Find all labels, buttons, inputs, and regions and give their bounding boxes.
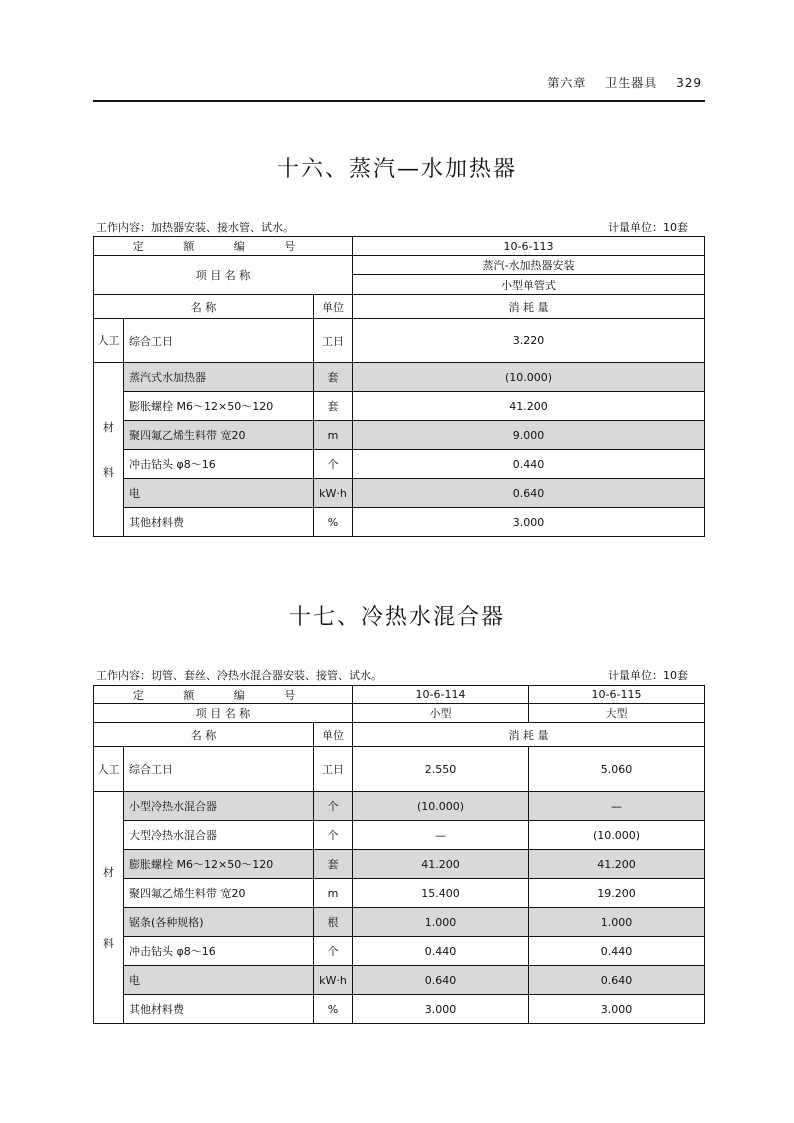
item-name-2: 大型 xyxy=(529,704,705,723)
row-name: 大型冷热水混合器 xyxy=(124,821,314,850)
item-name: 蒸汽-水加热器安装 xyxy=(353,256,705,275)
category-material xyxy=(94,792,124,1024)
header-item-label: 项 目 名 称 xyxy=(94,704,353,723)
page-header xyxy=(533,74,702,91)
category-labor: 人工 xyxy=(94,747,124,792)
row-unit: 个 xyxy=(314,450,353,479)
row-value: 41.200 xyxy=(353,392,705,421)
header-name: 名 称 xyxy=(94,723,314,747)
measure-unit: 计量单位：10套 xyxy=(608,221,688,234)
quota-table-17 xyxy=(93,685,705,1024)
work-content: 工作内容：加热器安装、接水管、试水。 xyxy=(96,221,294,234)
section-17-meta xyxy=(96,667,706,683)
quota-code: 10-6-113 xyxy=(353,237,705,256)
header-consumption: 消 耗 量 xyxy=(353,295,705,319)
row-unit: 个 xyxy=(314,792,353,821)
row-value-1: 0.440 xyxy=(353,937,529,966)
header-unit: 单位 xyxy=(314,295,353,319)
row-value: 9.000 xyxy=(353,421,705,450)
item-name-1: 小型 xyxy=(353,704,529,723)
header-name: 名 称 xyxy=(94,295,314,319)
row-name: 膨胀螺栓 M6～12×50～120 xyxy=(124,392,314,421)
row-unit: % xyxy=(314,995,353,1024)
row-value-1: 15.400 xyxy=(353,879,529,908)
row-name: 小型冷热水混合器 xyxy=(124,792,314,821)
row-name: 综合工日 xyxy=(124,747,314,792)
row-value-1: — xyxy=(353,821,529,850)
row-unit: m xyxy=(314,421,353,450)
row-unit: 工日 xyxy=(314,319,353,363)
row-name: 聚四氟乙烯生料带 宽20 xyxy=(124,879,314,908)
category-material-1: 材 xyxy=(103,865,114,879)
row-unit: kW·h xyxy=(314,966,353,995)
section-17-title: 十七、冷热水混合器 xyxy=(288,605,505,630)
quota-code-1: 10-6-114 xyxy=(353,686,529,704)
row-value-1: 41.200 xyxy=(353,850,529,879)
row-name: 其他材料费 xyxy=(124,995,314,1024)
category-labor: 人工 xyxy=(94,319,124,363)
row-name: 聚四氟乙烯生料带 宽20 xyxy=(124,421,314,450)
category-material-2: 料 xyxy=(103,936,114,950)
row-value-2: — xyxy=(529,792,705,821)
section-16-title: 十六、蒸汽—水加热器 xyxy=(276,157,517,182)
header-code-label: 定 额 编 号 xyxy=(94,237,353,256)
category-material xyxy=(94,363,124,537)
section-16-meta xyxy=(96,219,706,235)
header-rule xyxy=(93,100,705,102)
row-name: 电 xyxy=(124,966,314,995)
row-value-1: 0.640 xyxy=(353,966,529,995)
row-name: 膨胀螺栓 M6～12×50～120 xyxy=(124,850,314,879)
row-value-2: 3.000 xyxy=(529,995,705,1024)
row-unit: 个 xyxy=(314,937,353,966)
row-unit: kW·h xyxy=(314,479,353,508)
row-value: (10.000) xyxy=(353,363,705,392)
row-value: 0.440 xyxy=(353,450,705,479)
row-name: 蒸汽式水加热器 xyxy=(124,363,314,392)
quota-code-2: 10-6-115 xyxy=(529,686,705,704)
row-value-2: 0.640 xyxy=(529,966,705,995)
header-unit: 单位 xyxy=(314,723,353,747)
row-unit: 根 xyxy=(314,908,353,937)
header-code-label: 定 额 编 号 xyxy=(94,686,353,704)
row-name: 锯条(各种规格) xyxy=(124,908,314,937)
row-value-1: 3.000 xyxy=(353,995,529,1024)
row-unit: m xyxy=(314,879,353,908)
row-unit: 工日 xyxy=(314,747,353,792)
row-name: 综合工日 xyxy=(124,319,314,363)
quota-table-16 xyxy=(93,236,705,537)
row-unit: 套 xyxy=(314,850,353,879)
row-name: 冲击钻头 φ8～16 xyxy=(124,450,314,479)
chapter-label: 第六章 xyxy=(547,76,587,90)
row-unit: 套 xyxy=(314,392,353,421)
row-value-2: 0.440 xyxy=(529,937,705,966)
section-label: 卫生器具 xyxy=(605,76,658,90)
page-number: 329 xyxy=(676,76,702,90)
row-value-2: 19.200 xyxy=(529,879,705,908)
row-value-1: 1.000 xyxy=(353,908,529,937)
item-sub: 小型单管式 xyxy=(353,275,705,295)
row-value-2: 41.200 xyxy=(529,850,705,879)
row-unit: % xyxy=(314,508,353,537)
header-item-label: 项 目 名 称 xyxy=(94,256,353,295)
row-value: 0.640 xyxy=(353,479,705,508)
row-name: 其他材料费 xyxy=(124,508,314,537)
category-material-1: 材 xyxy=(103,420,114,434)
row-name: 冲击钻头 φ8～16 xyxy=(124,937,314,966)
header-consumption: 消 耗 量 xyxy=(353,723,705,747)
row-value: 3.000 xyxy=(353,508,705,537)
row-value-2: 1.000 xyxy=(529,908,705,937)
row-value-1: (10.000) xyxy=(353,792,529,821)
row-value-2: (10.000) xyxy=(529,821,705,850)
row-name: 电 xyxy=(124,479,314,508)
work-content: 工作内容：切管、套丝、冷热水混合器安装、接管、试水。 xyxy=(96,669,382,682)
row-unit: 个 xyxy=(314,821,353,850)
row-unit: 套 xyxy=(314,363,353,392)
measure-unit: 计量单位：10套 xyxy=(608,669,688,682)
row-value-1: 2.550 xyxy=(353,747,529,792)
row-value: 3.220 xyxy=(353,319,705,363)
category-material-2: 料 xyxy=(103,465,114,479)
row-value-2: 5.060 xyxy=(529,747,705,792)
